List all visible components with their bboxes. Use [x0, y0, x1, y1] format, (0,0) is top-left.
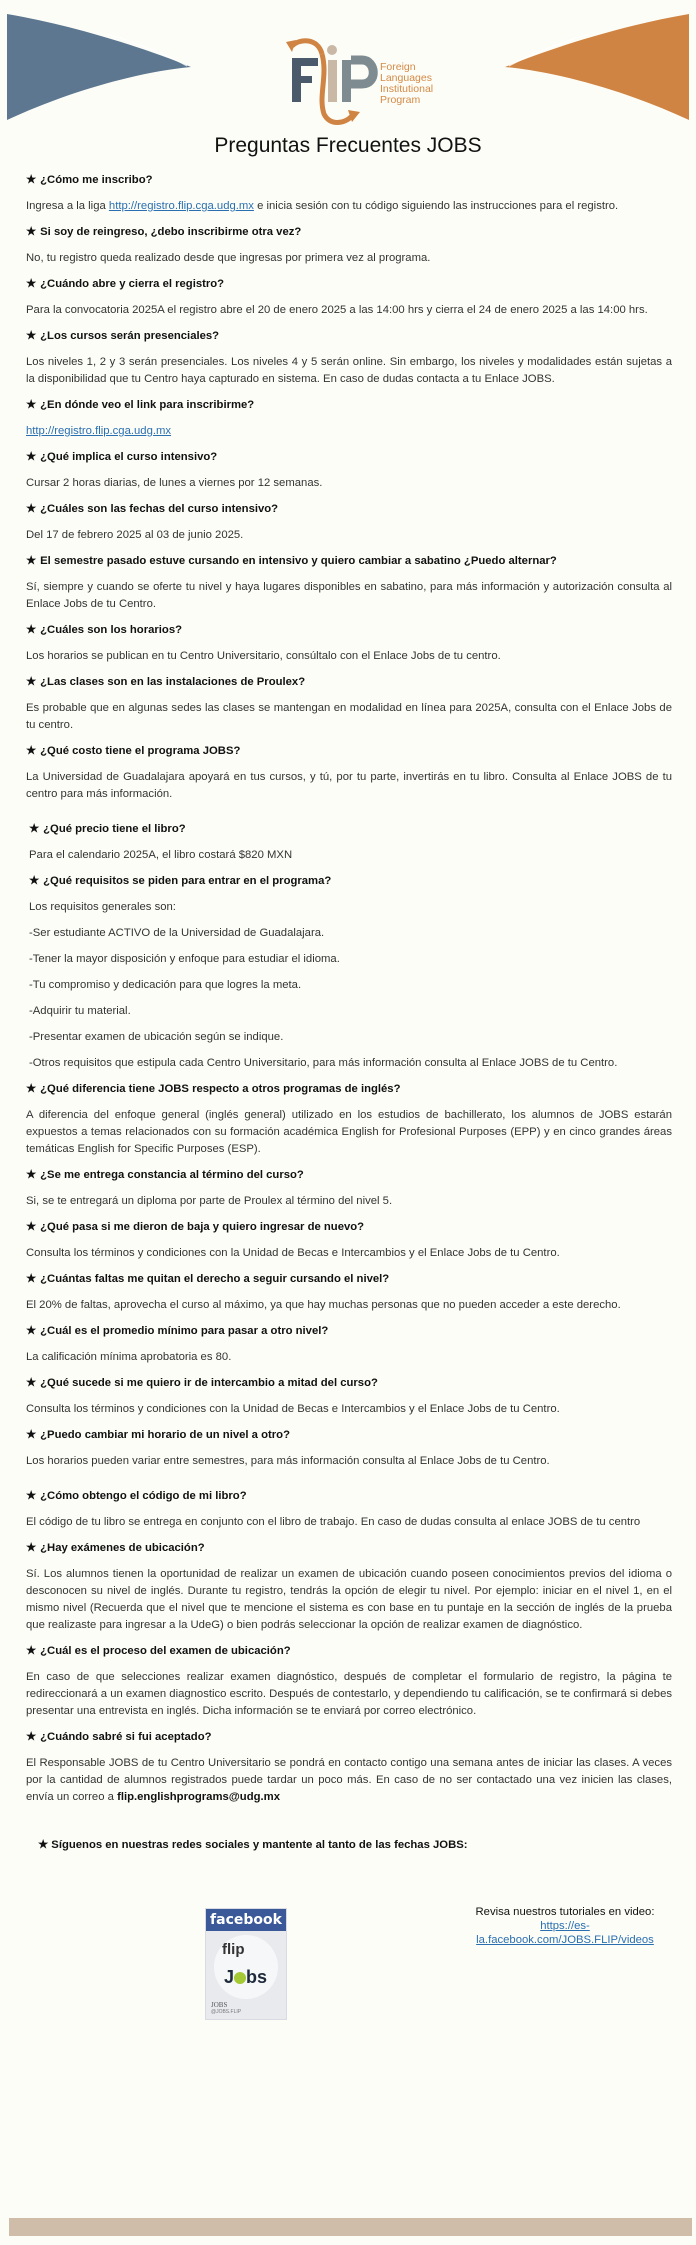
star-icon: ★ [26, 624, 37, 636]
faq-question: ★ ¿Puedo cambiar mi horario de un nivel a otro? [26, 1429, 290, 1441]
faq-item [26, 397, 672, 440]
star-icon: ★ [26, 745, 37, 757]
faq-question: ★ ¿Qué diferencia tiene JOBS respecto a otros programas de inglés? [26, 1083, 401, 1095]
faq-answer: A diferencia del enfoque general (inglés general) utilizado en los estudios de bachillerato, los alumnos de JOBS estarán expuestos a temas relacionados con su formación académica English for Profesional Purposes (EPP) y en cinco grandes áreas temáticas English for Specific Purposes (ESP). [26, 1109, 672, 1155]
faq-answer: Los requisitos generales son: [29, 901, 176, 913]
blue-swoosh-decoration [7, 14, 197, 122]
faq-item [26, 622, 672, 665]
faq-item [26, 1643, 672, 1720]
faq-answer: La Universidad de Guadalajara apoyará en tus cursos, y tú, por tu parte, invertirás en tu libro. Consulta al Enlace JOBS de tu centro para más información. [26, 771, 672, 800]
faq-question: ★ ¿En dónde veo el link para inscribirme? [26, 399, 255, 411]
star-icon: ★ [26, 174, 37, 186]
faq-question: ★ ¿Cuándo abre y cierra el registro? [26, 278, 225, 290]
faq-answer: Sí, siempre y cuando se oferte tu nivel y haya lugares disponibles en sabatino, para más información y autorización consulta al Enlace Jobs de tu Centro. [26, 581, 672, 610]
requirement-item: -Tener la mayor disposición y enfoque para estudiar el idioma. [29, 953, 340, 965]
star-icon: ★ [26, 226, 37, 238]
faq-item [26, 821, 672, 864]
faq-item [26, 1540, 672, 1634]
star-icon: ★ [26, 1645, 37, 1657]
faq-question: ★ ¿Se me entrega constancia al término del curso? [26, 1169, 304, 1181]
faq-question: ★ ¿Cuál es el promedio mínimo para pasar a otro nivel? [26, 1325, 329, 1337]
faq-question: ★ ¿Cuáles son los horarios? [26, 624, 183, 636]
faq-item [26, 1219, 672, 1262]
faq-answer: La calificación mínima aprobatoria es 80. [26, 1351, 232, 1363]
faq-question: ★ ¿Qué precio tiene el libro? [29, 823, 186, 835]
faq-item [26, 1488, 672, 1531]
star-icon: ★ [26, 676, 37, 688]
star-icon: ★ [26, 1542, 37, 1554]
follow-social-text: ★ Síguenos en nuestras redes sociales y mantente al tanto de las fechas JOBS: [38, 1839, 468, 1851]
faq-item [26, 1271, 672, 1314]
video-tutorials [470, 1905, 660, 1947]
star-icon: ★ [26, 330, 37, 342]
faq-item [26, 553, 672, 613]
star-icon: ★ [26, 1169, 37, 1181]
faq-item [26, 224, 672, 267]
registro-link[interactable]: http://registro.flip.cga.udg.mx [108, 200, 254, 212]
requirement-item: -Adquirir tu material. [29, 1005, 131, 1017]
faq-item [26, 172, 672, 215]
star-icon: ★ [26, 278, 37, 290]
faq-question: ★ ¿Cuáles son las fechas del curso intensivo? [26, 503, 279, 515]
faq-item [26, 1323, 672, 1366]
faq-answer: Si, se te entregará un diploma por parte de Proulex al término del nivel 5. [26, 1195, 393, 1207]
faq-answer: Para el calendario 2025A, el libro costará $820 MXN [29, 849, 293, 861]
faq-answer: Sí. Los alumnos tienen la oportunidad de realizar un examen de ubicación cuando poseen conocimientos previos del idioma o desconocen su nivel de inglés. Durante tu registro, tendrás la opción de elegir tu nivel. Por ejemplo: iniciar en el nivel 1, en el mismo nivel (Recuerda que el nivel que te mencione el sistema es con base en tu puntaje en la sección de inglés de la prueba que realizaste para ingresar a la UdeG) o bien podrás seleccionar la opción de realizar examen de diagnóstico. [26, 1568, 672, 1631]
faq-answer: Los niveles 1, 2 y 3 serán presenciales. Los niveles 4 y 5 serán online. Sin embargo, los niveles y modalidades están sujetas a la disponibilidad que tu Centro haya capturado en sistema. En caso de dudas contacta a tu Enlace JOBS. [26, 356, 672, 385]
faq-item [26, 1427, 672, 1470]
faq-answer: No, tu registro queda realizado desde que ingresas por primera vez al programa. [26, 252, 431, 264]
faq-list [26, 172, 672, 1815]
faq-answer: El 20% de faltas, aprovecha el curso al máximo, ya que hay muchas personas que no pueden acceder a este derecho. [26, 1299, 621, 1311]
faq-question: ★ ¿Cómo me inscribo? [26, 174, 153, 186]
star-icon: ★ [26, 1429, 37, 1441]
facebook-logo: facebook [206, 1909, 286, 1931]
star-icon: ★ [26, 1221, 37, 1233]
faq-answer: Del 17 de febrero 2025 al 03 de junio 2025. [26, 529, 244, 541]
jobs-logo: J bs [224, 1967, 268, 1987]
faq-question: ★ ¿Cuándo sabré si fui aceptado? [26, 1731, 212, 1743]
faq-item [26, 1081, 672, 1158]
faq-question: ★ ¿Qué costo tiene el programa JOBS? [26, 745, 241, 757]
faq-question: ★ ¿Qué sucede si me quiero ir de intercambio a mitad del curso? [26, 1377, 378, 1389]
faq-answer: El Responsable JOBS de tu Centro Universitario se pondrá en contacto contigo una semana antes de iniciar las clases. A veces por la cantidad de alumnos registrados puede tardar un poco más. En caso de no ser contactado una vez inicien las clases, envía un correo a flip.englishprograms@udg.mx [26, 1757, 672, 1803]
star-icon: ★ [26, 555, 37, 567]
facebook-page-card[interactable] [205, 1908, 287, 2020]
footer-bar [9, 2218, 692, 2236]
faq-answer: Los horarios pueden variar entre semestres, para más información consulta al Enlace Jobs de tu Centro. [26, 1455, 550, 1467]
faq-question: ★ ¿Los cursos serán presenciales? [26, 330, 220, 342]
star-icon: ★ [26, 451, 37, 463]
faq-question: ★ ¿Las clases son en las instalaciones de Proulex? [26, 676, 306, 688]
orange-swoosh-decoration [499, 14, 689, 122]
faq-answer: Cursar 2 horas diarias, de lunes a viernes por 12 semanas. [26, 477, 323, 489]
requirement-item: -Otros requisitos que estipula cada Centro Universitario, para más información consulta al Enlace JOBS de tu Centro. [29, 1057, 618, 1069]
flip-mini-logo: flip [222, 1941, 245, 1958]
faq-answer [26, 423, 672, 440]
requirement-item: -Ser estudiante ACTIVO de la Universidad de Guadalajara. [29, 927, 325, 939]
jobs-o-icon [234, 1972, 246, 1984]
faq-question: ★ Si soy de reingreso, ¿debo inscribirme otra vez? [26, 226, 302, 238]
star-icon: ★ [26, 1325, 37, 1337]
star-icon: ★ [29, 823, 40, 835]
faq-answer: En caso de que selecciones realizar examen diagnóstico, después de completar el formulario de registro, la página te redireccionará a un examen diagnostico escrito. Después de contestarlo, y dependiendo tu calificación, se te confirmará si debes presentar una entrevista en inglés. Dicha información se te enviará por correo electrónico. [26, 1671, 672, 1717]
page-title: Preguntas Frecuentes JOBS [214, 134, 482, 157]
faq-answer: El código de tu libro se entrega en conjunto con el libro de trabajo. En caso de dudas consulta al enlace JOBS de tu centro [26, 1516, 641, 1528]
faq-item [26, 328, 672, 388]
facebook-page-name: JOBS [211, 2001, 228, 2009]
faq-question: ★ ¿Cuántas faltas me quitan el derecho a seguir cursando el nivel? [26, 1273, 390, 1285]
star-icon: ★ [29, 875, 40, 887]
requirement-item: -Tu compromiso y dedicación para que logres la meta. [29, 979, 302, 991]
star-icon: ★ [26, 1083, 37, 1095]
star-icon: ★ [26, 1377, 37, 1389]
faq-answer: Es probable que en algunas sedes las clases se mantengan en modalidad en línea para 2025A, consulta con el Enlace Jobs de tu centro. [26, 702, 672, 731]
faq-answer: Los horarios se publican en tu Centro Universitario, consúltalo con el Enlace Jobs de tu centro. [26, 650, 501, 662]
registro-link[interactable]: http://registro.flip.cga.udg.mx [26, 425, 172, 437]
faq-question: ★ ¿Qué requisitos se piden para entrar en el programa? [29, 875, 332, 887]
tutorials-link[interactable]: https://es- la.facebook.com/JOBS.FLIP/videos [476, 1920, 654, 1946]
faq-question: ★ ¿Cuál es el proceso del examen de ubicación? [26, 1645, 291, 1657]
header-banner [0, 0, 696, 165]
faq-item [26, 674, 672, 734]
requirement-item: -Presentar examen de ubicación según se indique. [29, 1031, 284, 1043]
faq-answer: Consulta los términos y condiciones con la Unidad de Becas e Intercambios y el Enlace Jobs de tu Centro. [26, 1247, 560, 1259]
star-icon: ★ [26, 399, 37, 411]
faq-answer: Ingresa a la liga http://registro.flip.cga.udg.mx e inicia sesión con tu código siguiendo las instrucciones para el registro. [26, 200, 619, 212]
star-icon: ★ [38, 1839, 49, 1851]
facebook-page-handle: @JOBS.FLIP [211, 2009, 242, 2015]
tutorials-title: Revisa nuestros tutoriales en video: [475, 1906, 655, 1918]
faq-item [26, 1167, 672, 1210]
star-icon: ★ [26, 1731, 37, 1743]
faq-question: ★ ¿Cómo obtengo el código de mi libro? [26, 1490, 247, 1502]
star-icon: ★ [26, 503, 37, 515]
faq-item [26, 449, 672, 492]
faq-item [26, 1729, 672, 1806]
faq-item [26, 501, 672, 544]
jobs-profile-image [214, 1935, 278, 1999]
faq-answer: Para la convocatoria 2025A el registro abre el 20 de enero 2025 a las 14:00 hrs y cierra el 24 de enero 2025 a las 14:00 hrs. [26, 304, 648, 316]
faq-item [26, 743, 672, 803]
contact-email[interactable]: flip.englishprograms@udg.mx [117, 1791, 280, 1803]
faq-item [26, 1375, 672, 1418]
faq-question: ★ El semestre pasado estuve cursando en intensivo y quiero cambiar a sabatino ¿Puedo alternar? [26, 555, 557, 567]
faq-answer: Consulta los términos y condiciones con la Unidad de Becas e Intercambios y el Enlace Jobs de tu Centro. [26, 1403, 560, 1415]
faq-item [26, 873, 672, 1072]
faq-item [26, 276, 672, 319]
star-icon: ★ [26, 1273, 37, 1285]
faq-question: ★ ¿Qué pasa si me dieron de baja y quiero ingresar de nuevo? [26, 1221, 365, 1233]
faq-question: ★ ¿Hay exámenes de ubicación? [26, 1542, 205, 1554]
faq-question: ★ ¿Qué implica el curso intensivo? [26, 451, 218, 463]
star-icon: ★ [26, 1490, 37, 1502]
logo-tagline: Foreign Languages Institutional Program [380, 61, 434, 106]
